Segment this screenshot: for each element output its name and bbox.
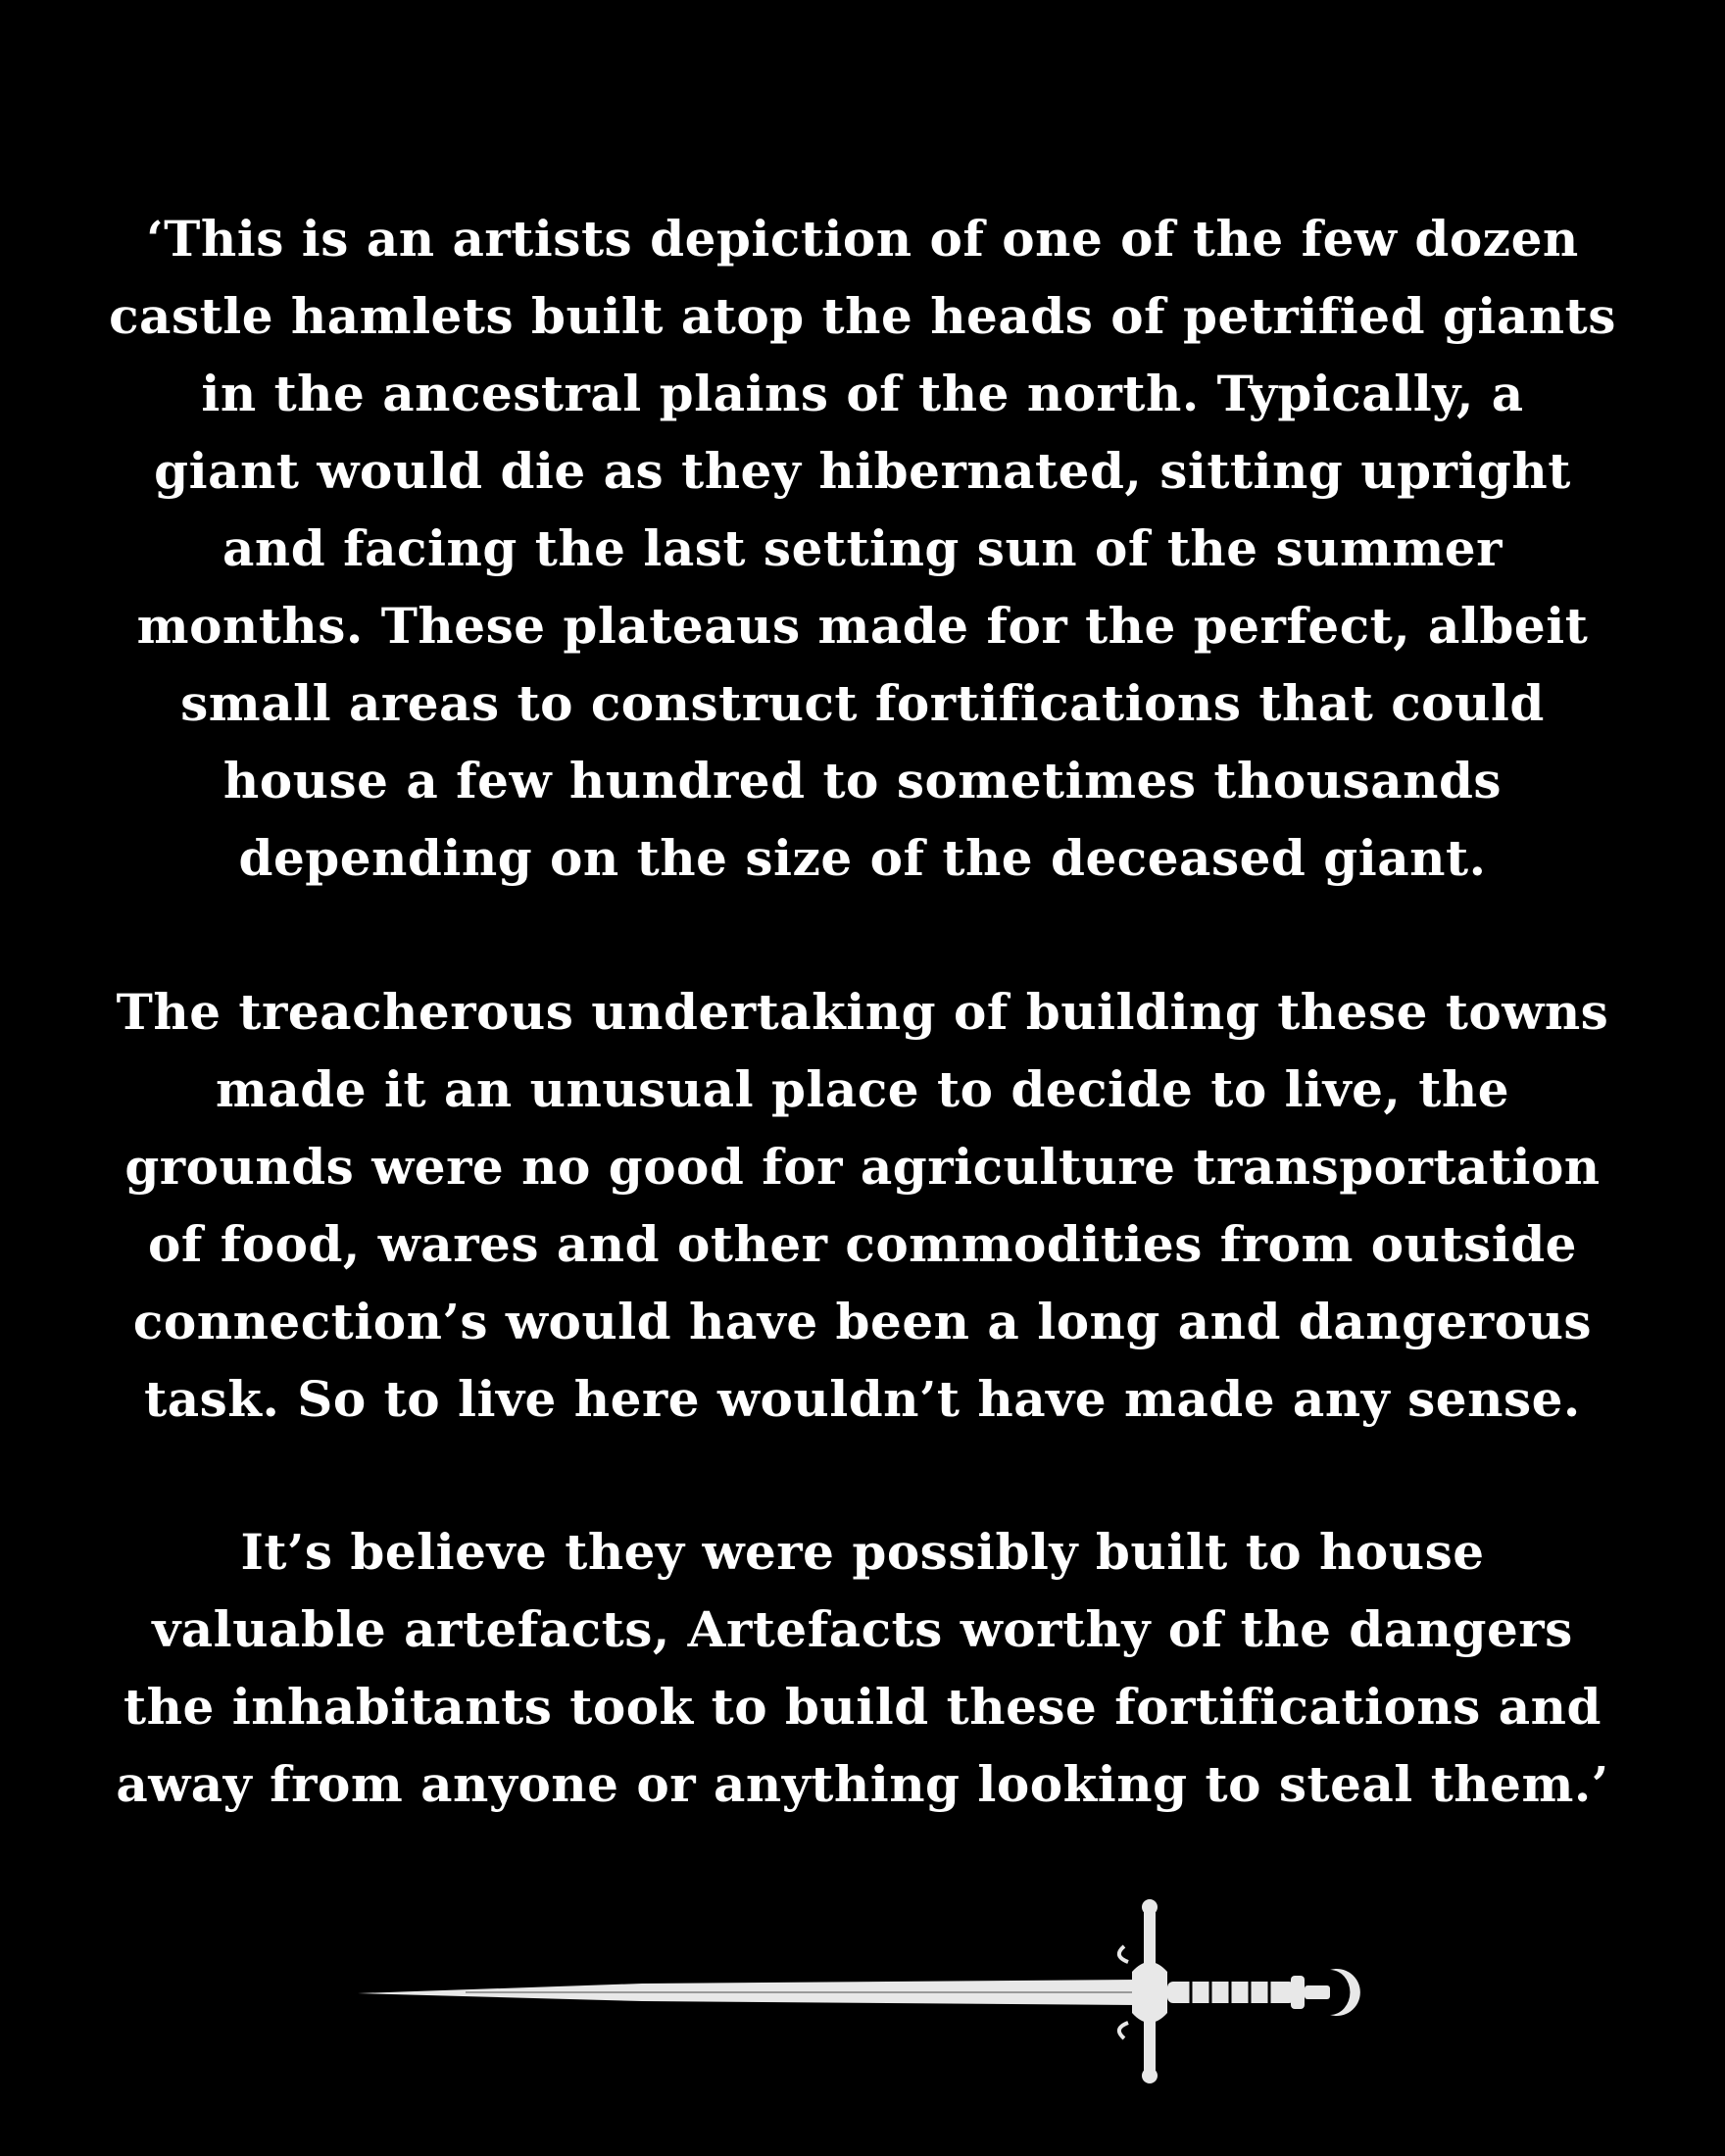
text-line: It’s believe they were possibly built to house (240, 1523, 1485, 1581)
text-line: of food, wares and other commodities from outside (148, 1215, 1577, 1273)
paragraph-2 (108, 973, 1617, 1438)
text-line: The treacherous undertaking of building these towns (116, 983, 1609, 1041)
text-line: castle hamlets built atop the heads of petrified giants (109, 287, 1616, 345)
text-line: in the ancestral plains of the north. Typically, a (201, 365, 1524, 422)
text-line: and facing the last setting sun of the summer (222, 519, 1503, 577)
text-line: months. These plateaus made for the perfect, albeit (136, 597, 1589, 655)
text-line: made it an unusual place to decide to live, the (215, 1060, 1510, 1118)
text-line: connection’s would have been a long and dangerous (132, 1293, 1593, 1350)
text-line: depending on the size of the deceased giant. (238, 829, 1487, 887)
text-line: giant would die as they hibernated, sitting upright (154, 442, 1571, 500)
text-line: valuable artefacts, Artefacts worthy of the dangers (152, 1600, 1573, 1658)
text-line: house a few hundred to sometimes thousands (222, 752, 1503, 809)
text-line: the inhabitants took to build these fortifications and (123, 1678, 1602, 1736)
paragraph-3 (108, 1513, 1617, 1823)
text-line: away from anyone or anything looking to steal them.’ (116, 1755, 1609, 1813)
paragraph-1 (108, 200, 1617, 897)
sword-graphic (348, 1893, 1387, 2089)
text-line: grounds were no good for agriculture transportation (124, 1138, 1601, 1196)
sword-icon (348, 1893, 1387, 2089)
text-line: ‘This is an artists depiction of one of the few dozen (146, 210, 1579, 268)
text-line: small areas to construct fortifications that could (180, 674, 1545, 732)
text-line: task. So to live here wouldn’t have made any sense. (144, 1370, 1581, 1428)
